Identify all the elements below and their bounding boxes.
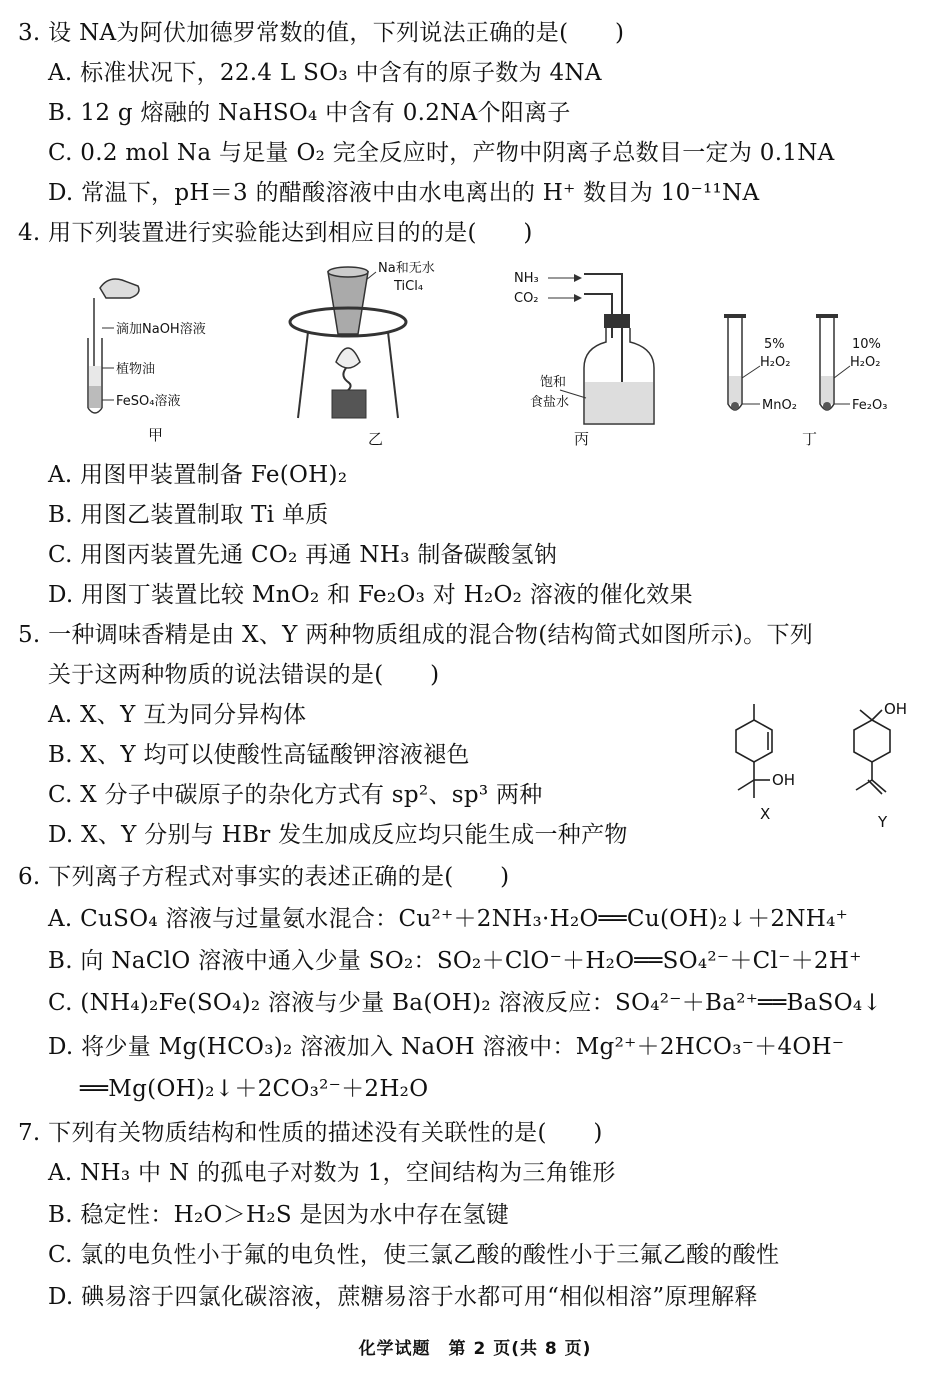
q5-stem: 5. 一种调味香精是由 X、Y 两种物质组成的混合物(结构简式如图所示)。下列 [18, 622, 814, 648]
bing-gas-nh3: NH₃ [514, 271, 539, 286]
molecule-y-oh: OH [884, 700, 908, 718]
molecule-x-oh: OH [772, 771, 796, 789]
ding-right-reagent: H₂O₂ [850, 355, 881, 370]
q5-option-b: B. X、Y 均可以使酸性高锰酸钾溶液褪色 [48, 742, 470, 768]
bing-liquid-2: 食盐水 [530, 395, 570, 410]
apparatus-yi [290, 260, 435, 448]
yi-label-1: Na和无水 [378, 261, 435, 276]
q7-option-a: A. NH₃ 中 N 的孤电子对数为 1，空间结构为三角锥形 [48, 1160, 616, 1186]
q4-stem: 4. 用下列装置进行实验能达到相应目的的是( ) [18, 220, 533, 246]
molecule-x [736, 704, 772, 798]
q3-option-a: A. 标准状况下，22.4 L SO₃ 中含有的原子数为 4NA [48, 60, 602, 86]
q6-option-c: C. (NH₄)₂Fe(SO₄)₂ 溶液与少量 Ba(OH)₂ 溶液反应：SO₄²⁻＋Ba²⁺══BaSO₄↓ [48, 990, 882, 1016]
q4-option-b: B. 用图乙装置制取 Ti 单质 [48, 502, 329, 528]
apparatus-bing [514, 271, 654, 448]
q6-stem: 6. 下列离子方程式对事实的表述正确的是( ) [18, 864, 510, 890]
jia-label-feso4: FeSO₄溶液 [116, 394, 181, 409]
apparatus-ding [724, 314, 887, 448]
q3-option-b: B. 12 g 熔融的 NaHSO₄ 中含有 0.2NA个阳离子 [48, 100, 571, 126]
q4-option-d: D. 用图丁装置比较 MnO₂ 和 Fe₂O₃ 对 H₂O₂ 溶液的催化效果 [48, 582, 693, 608]
q6-option-b: B. 向 NaClO 溶液中通入少量 SO₂：SO₂＋ClO⁻＋H₂O══SO₄²⁻＋Cl⁻＋2H⁺ [48, 948, 862, 974]
yi-label-2: TiCl₄ [394, 279, 424, 294]
q3-option-c: C. 0.2 mol Na 与足量 O₂ 完全反应时，产物中阴离子总数目一定为 0.1NA [48, 140, 835, 166]
q5-option-d: D. X、Y 分别与 HBr 发生加成反应均只能生成一种产物 [48, 822, 628, 848]
q6-option-d: D. 将少量 Mg(HCO₃)₂ 溶液加入 NaOH 溶液中：Mg²⁺＋2HCO₃⁻＋4OH⁻ [48, 1034, 845, 1060]
ding-left-conc: 5% [764, 337, 785, 352]
molecule-x-label: X [760, 805, 771, 823]
jia-label-naoh: 滴加NaOH溶液 [116, 322, 206, 337]
q6-option-a: A. CuSO₄ 溶液与过量氨水混合：Cu²⁺＋2NH₃·H₂O══Cu(OH)₂↓＋2NH₄⁺ [48, 906, 849, 932]
q3-stem: 3. 设 NA为阿伏加德罗常数的值，下列说法正确的是( ) [18, 20, 625, 46]
q4-option-c: C. 用图丙装置先通 CO₂ 再通 NH₃ 制备碳酸氢钠 [48, 542, 558, 568]
ding-left-catalyst: MnO₂ [762, 398, 797, 413]
q4-apparatus-figure [60, 258, 920, 454]
page-footer: 化学试题 第 2 页(共 8 页) [358, 1339, 592, 1359]
q4-option-a: A. 用图甲装置制备 Fe(OH)₂ [48, 462, 348, 488]
q7-option-d: D. 碘易溶于四氯化碳溶液，蔗糖易溶于水都可用“相似相溶”原理解释 [48, 1284, 758, 1310]
bing-liquid-1: 饱和 [540, 375, 567, 390]
q3-option-d: D. 常温下，pH＝3 的醋酸溶液中由水电离出的 H⁺ 数目为 10⁻¹¹NA [48, 180, 760, 206]
ding-right-catalyst: Fe₂O₃ [852, 398, 888, 413]
q7-option-c: C. 氯的电负性小于氟的电负性，使三氯乙酸的酸性小于三氟乙酸的酸性 [48, 1242, 780, 1268]
ding-left-reagent: H₂O₂ [760, 355, 791, 370]
molecule-y [854, 710, 890, 794]
ding-caption: 丁 [802, 430, 818, 448]
q5-stem-continued: 关于这两种物质的说法错误的是( ) [48, 662, 440, 688]
molecule-y-label: Y [878, 813, 888, 831]
q7-option-b: B. 稳定性：H₂O＞H₂S 是因为水中存在氢键 [48, 1202, 510, 1228]
yi-caption: 乙 [368, 430, 384, 448]
q6-option-d-continued: ══Mg(OH)₂↓＋2CO₃²⁻＋2H₂O [80, 1076, 429, 1102]
bing-caption: 丙 [574, 430, 590, 448]
ding-right-conc: 10% [852, 337, 881, 352]
q5-option-a: A. X、Y 互为同分异构体 [48, 702, 307, 728]
q7-stem: 7. 下列有关物质结构和性质的描述没有关联性的是( ) [18, 1120, 603, 1146]
bing-gas-co2: CO₂ [514, 291, 539, 306]
q5-option-c: C. X 分子中碳原子的杂化方式有 sp²、sp³ 两种 [48, 782, 543, 808]
jia-label-oil: 植物油 [116, 362, 156, 377]
apparatus-jia [88, 279, 206, 444]
jia-caption: 甲 [148, 426, 164, 444]
q5-structure-figure [720, 696, 930, 836]
